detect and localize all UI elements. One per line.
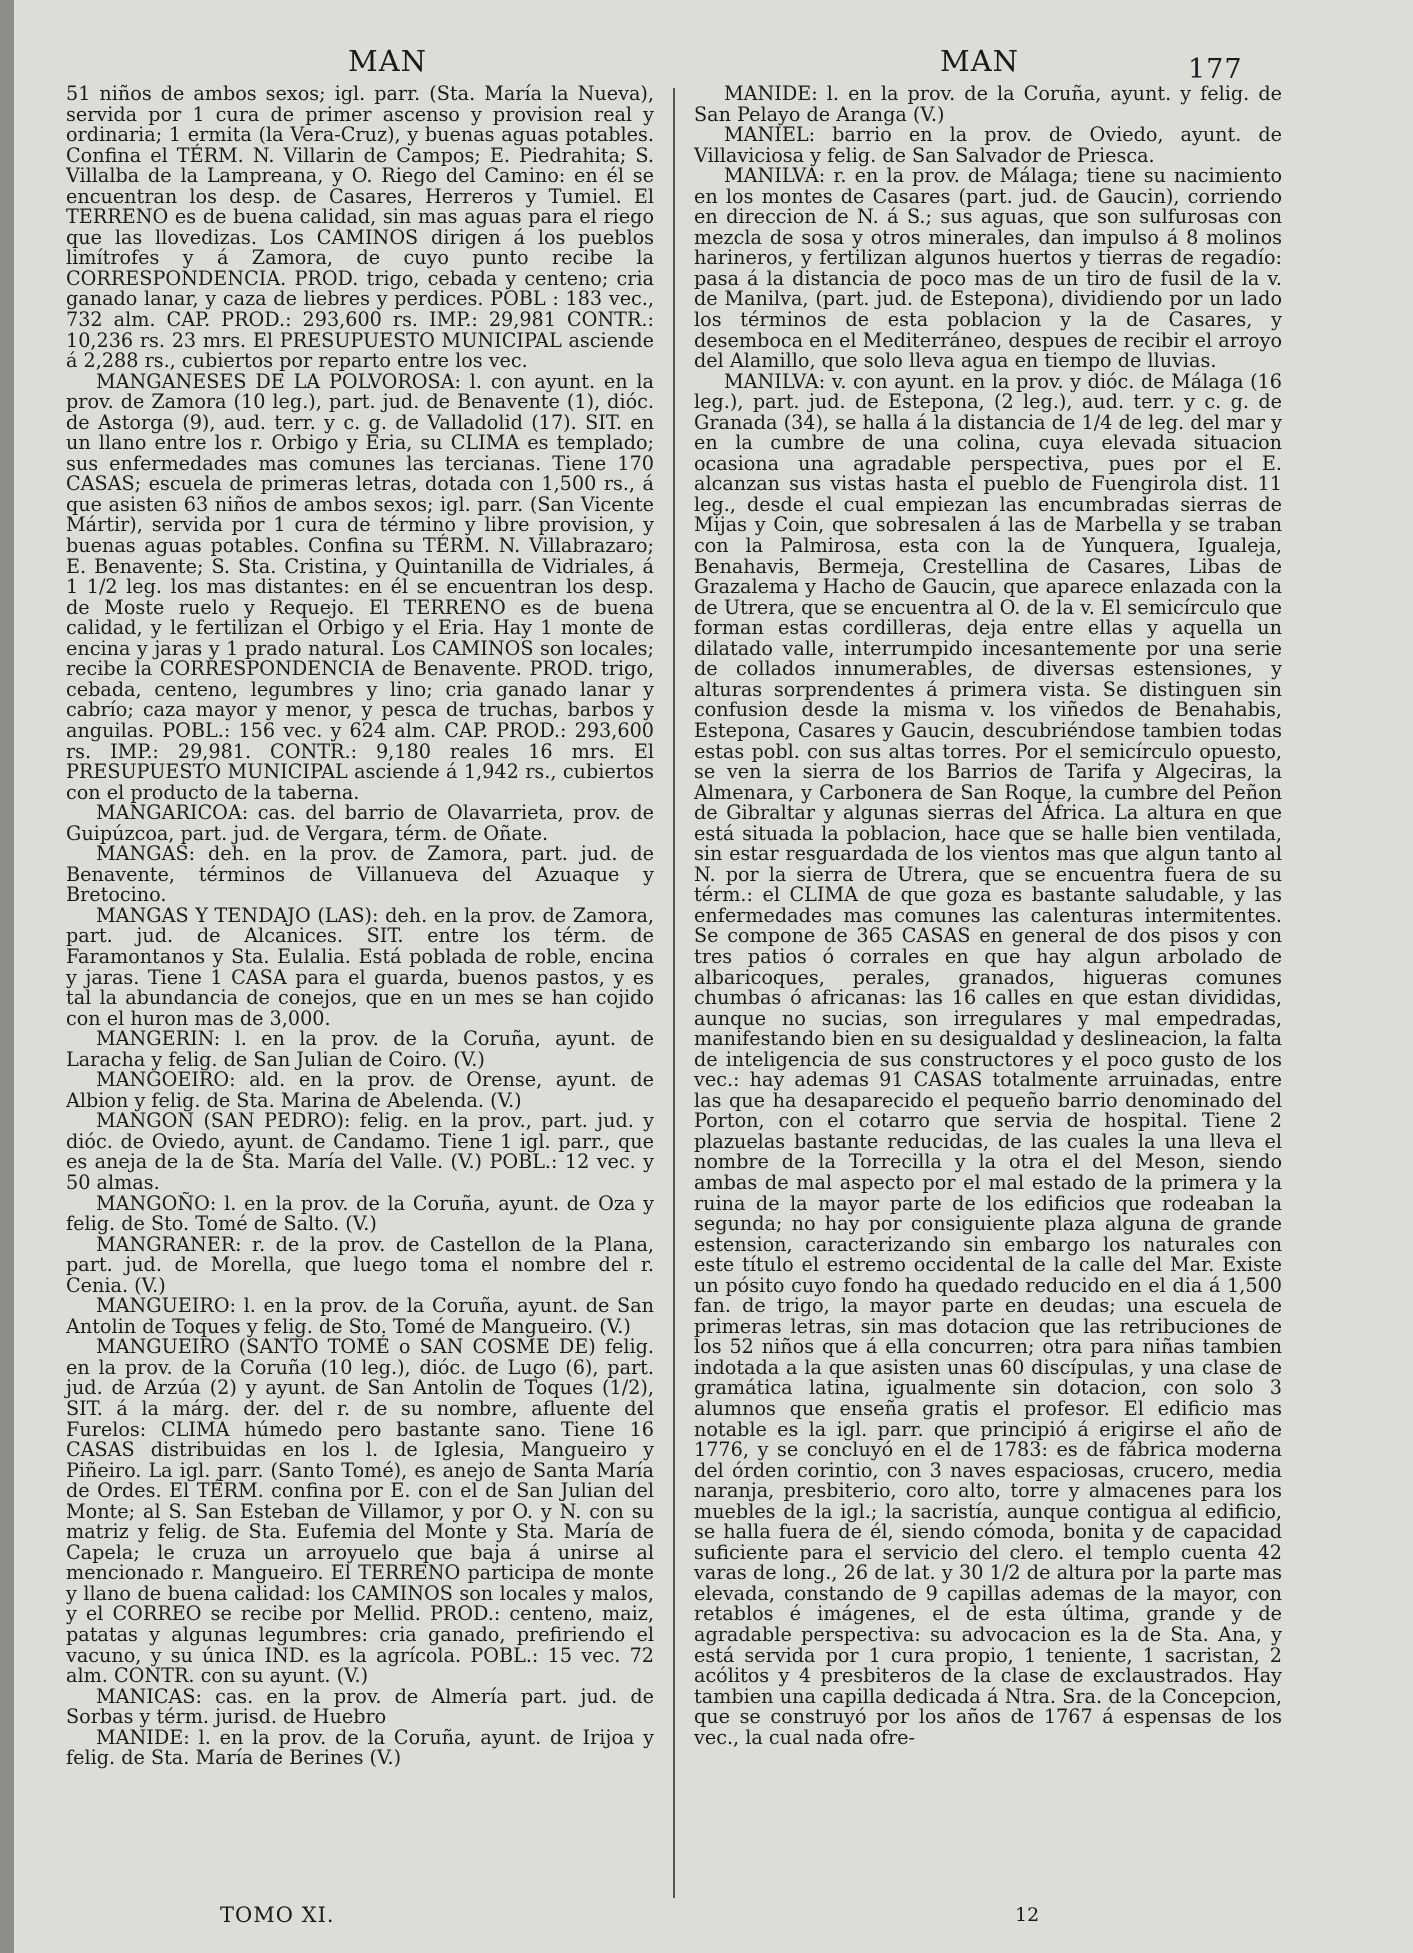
entry-mangon: MANGON (SAN PEDRO): felig. en la prov., part. jud. y dióc. de Oviedo, ayunt. de Candamo. Tiene 1 igl. parr., que es aneja de la de Sta. María del Valle. (V.) POBL.: 12 vec. y 50 almas. [66, 1109, 654, 1194]
entry-mangerin: MANGERIN: l. en la prov. de la Coruña, ayunt. de Laracha y felig. de San Julian de Coiro. (V.) [66, 1027, 654, 1071]
entry-mangueiro-l: MANGUEIRO: l. en la prov. de la Coruña, ayunt. de San Antolin de Toques y felig. de Sto. Tomé de Mangueiro. (V.) [66, 1294, 654, 1338]
entry-mangaricoa: MANGARICOA: cas. del barrio de Olavarrieta, prov. de Guipúzcoa, part. jud. de Vergara, térm. de Oñate. [66, 801, 654, 845]
entry-manilva-river: MANILVA: r. en la prov. de Málaga; tiene su nacimiento en los montes de Casares (part. jud. de Gaucin), corriendo en direccion de N. á S.; sus aguas, que son sulfurosas con mezcla de sosa y otros minerales, dan impulso á 8 molinos harineros, y fertilizan algunos huertos y tierras de regadío: pasa á la distancia de poco mas de un tiro de fusil de la v. de Manilva, (part. jud. de Estepona), dividiendo por un lado los términos de esta poblacion y la de Casares, y desemboca en el Mediterráneo, despues de recibir el arroyo del Alamillo, que solo lleva agua en tiempo de lluvias. [694, 164, 1282, 373]
column-rule [673, 88, 675, 1898]
scan-edge [0, 0, 14, 1953]
entry-mangono: MANGOÑO: l. en la prov. de la Coruña, ayunt. de Oza y felig. de Sto. Tomé de Salto. (V.) [66, 1191, 654, 1236]
entry-mangas-y-tendajo: MANGAS Y TENDAJO (LAS): deh. en la prov. de Zamora, part. jud. de Alcanices. SIT. entre los térm. de Faramontanos y Sta. Eulalia. Está poblada de roble, encina y jaras. Tiene 1 CASA para el guarda, buenos pastos, y es tal la abundancia de conejos, que en un mes se han cojido con el huron mas de 3,000. [66, 903, 654, 1030]
entry-maniel: MANIEL: barrio en la prov. de Oviedo, ayunt. de Villaviciosa y felig. de San Salvador de Priesca. [694, 123, 1282, 167]
entry-mangraner: MANGRANER: r. de la prov. de Castellon de la Plana, part. jud. de Morella, que luego toma el nombre del r. Cenia. (V.) [66, 1232, 654, 1297]
entry-mangoeiro: MANGOEIRO: ald. en la prov. de Orense, ayunt. de Albion y felig. de Sta. Marina de Abelenda. (V.) [66, 1068, 654, 1112]
signature-mark: 12 [1015, 1904, 1040, 1926]
page-number: 177 [1188, 54, 1243, 85]
left-column [66, 84, 654, 1769]
entry-mangueiro-felig: MANGUEIRO (SANTO TOMÉ o SAN COSME DE) felig. en la prov. de la Coruña (10 leg.), dióc. de Lugo (6), part. jud. de Arzúa (2) y ayunt. de San Antolin de Toques (1/2), SIT. á la márg. der. del r. de su nombre, afluente del Furelos: CLIMA húmedo pero bastante sano. Tiene 16 CASAS distribuidas en los l. de Iglesia, Mangueiro y Piñeiro. La igl. parr. (Santo Tomé), es anejo de Santa María de Ordes. El TÉRM. confina por E. con el de San Julian del Monte; al S. San Esteban de Villamor, y por O. y N. con su matriz y felig. de Sta. Eufemia del Monte y Sta. María de Capela; le cruza un arroyuelo que baja á unirse al mencionado r. Mangueiro. El TERRENO participa de monte y llano de buena calidad: los CAMINOS son locales y malos, y el CORREO se recibe por Mellid. PROD.: centeno, maiz, patatas y algunas legumbres: cria ganado, prefiriendo el vacuno, y su única IND. es la agrícola. POBL.: 15 vec. 72 alm. CONTR. con su ayunt. (V.) [66, 1335, 654, 1688]
entry-manide-irijoa: MANIDE: l. en la prov. de la Coruña, ayunt. de Irijoa y felig. de Sta. María de Berines (V.) [66, 1725, 654, 1770]
running-head-right: MAN [940, 44, 1020, 78]
entry-manicas: MANICAS: cas. en la prov. de Almería part. jud. de Sorbas y térm. jurisd. de Huebro [66, 1684, 654, 1729]
entry-manilva-town: MANILVA: v. con ayunt. en la prov. y dióc. de Málaga (16 leg.), part. jud. de Estepona, (2 leg.), aud. terr. y c. g. de Granada (34), se halla á la distancia de 1/4 de leg. del mar y en la cumbre de una colina, cuya elevada situacion ocasiona una agradable perspectiva, pues por el E. alcanzan sus vistas hasta el pueblo de Fuengirola dist. 11 leg., desde el cual empiezan las encumbradas sierras de Mijas y Coin, que sobresalen á las de Marbella y se traban con la Palmirosa, esta con la de Yunquera, Igualeja, Benahavis, Bermeja, Crestellina de Casares, Libas de Grazalema y Hacho de Gaucin, que aparece enlazada con la de Utrera, que se encuentra al O. de la v. El semicírculo que forman estas cordilleras, deja entre ellas y aquella un dilatado valle, interrumpido incesantemente por una serie de collados innumerables, de diversas estensiones, y alturas sorprendentes á primera vista. Se distinguen sin confusion desde la misma v. los viñedos de Benahabis, Estepona, Casares y Gaucin, descubriéndose tambien todas estas pobl. con sus altas torres. Por el semicírculo opuesto, se ven la sierra de los Barrios de Tarifa y Algeciras, la Almenara, y Carbonera de San Roque, la cumbre del Peñon de Gibraltar y algunas sierras del África. La altura en que está situada la poblacion, hace que se halle bien ventilada, sin estar resguardada de los vientos mas que algun tanto al N. por la sierra de Utrera, que se encuentra fuera de su térm.: el CLIMA de que goza es bastante saludable, y las enfermedades mas comunes las calenturas intermitentes. Se compone de 365 CASAS en general de dos pisos y con tres patios ó corrales en que hay algun arbolado de albaricoques, perales, granados, higueras comunes chumbas ó africanas: las 16 calles en que estan divididas, aunque no sucias, son irregulares y mal empedradas, manifestando bien en su desigualdad y deslineacion, la falta de inteligencia de sus constructores y el poco gusto de los vec.: hay ademas 91 CASAS totalmente arruinadas, entre las que ha desaparecido el pequeño barrio denominado del Porton, con el cotarro que servia de hospital. Tiene 2 plazuelas bastante reducidas, de las cuales la una lleva el nombre de la Torrecilla y la otra el del Meson, siendo ambas de mal aspecto por el mal estado de la primera y la ruina de la mayor parte de los edificios que rodeaban la segunda; no hay por consiguiente plaza alguna de grande estension, caracterizando sin embargo los naturales con este título el estremo occidental de la calle del Mar. Existe un pósito cuyo fondo ha quedado reducido en el dia á 1,500 fan. de trigo, la mayor parte en deudas; una escuela de primeras letras, sin mas dotacion que las retribuciones de los 52 niños que á ella concurren; otra para niñas tambien indotada a la que asisten unas 60 discípulas, y una clase de gramática latina, igualmente sin dotacion, con solo 3 alumnos que enseña gratis el profesor. El edificio mas notable es la igl. parr. que principió á erigirse el año de 1776, y se concluyó en el de 1783: es de fábrica moderna del órden corintio, con 3 naves espaciosas, crucero, media naranja, presbiterio, coro alto, torre y almacenes para los muebles de la igl.; la sacristía, aunque contigua al edificio, se halla fuera de él, siendo cómoda, bonita y de capacidad suficiente para el servicio del clero. el templo cuenta 42 varas de long., 26 de lat. y 30 1/2 de altura por la parte mas elevada, constando de 9 capillas ademas de la mayor, con retablos é imágenes, el de esta última, grande y de agradable perspectiva: su advocacion es la de Sta. Ana, y está servida por 1 cura propio, 1 teniente, 1 sacristan, 2 acólitos y 4 presbiteros de la clase de exclaustrados. Hay tambien una capilla dedicada á Ntra. Sra. de la Concepcion, que se construyó por los años de 1767 á espensas de los vec., la cual nada ofre- [694, 369, 1282, 1749]
running-head-left: MAN [348, 44, 428, 78]
entry-continuation: 51 niños de ambos sexos; igl. parr. (Sta. María la Nueva), servida por 1 cura de primer ascenso y provision real y ordinaria; 1 ermita (la Vera-Cruz), y buenas aguas potables. Confina el TÉRM. N. Villarin de Campos; E. Piedrahita; S. Villalba de la Lampreana, y O. Riego del Camino: en él se encuentran los desp. de Casares, Herreros y Tumiel. El TERRENO es de buena calidad, sin mas aguas para el riego que las llovedizas. Los CAMINOS dirigen á los pueblos limítrofes y á Zamora, de cuyo punto recibe la CORRESPONDENCIA. PROD. trigo, cebada y centeno; cria ganado lanar, y caza de liebres y perdices. POBL : 183 vec., 732 alm. CAP. PROD.: 293,600 rs. IMP.: 29,981 CONTR.: 10,236 rs. 23 mrs. El PRESUPUESTO MUNICIPAL asciende á 2,288 rs., cubiertos por reparto entre los vec. [66, 82, 654, 373]
volume-label: TOMO XI. [220, 1903, 335, 1927]
entry-manganeses: MANGANESES DE LA POLVOROSA: l. con ayunt. en la prov. de Zamora (10 leg.), part. jud. de Benavente (1), dióc. de Astorga (9), aud. terr. y c. g. de Valladolid (17). SIT. en un llano entre los r. Orbigo y Eria, su CLIMA es templado; sus enfermedades mas comunes las tercianas. Tiene 170 CASAS; escuela de primeras letras, dotada con 1,500 rs., á que asisten 63 niños de ambos sexos; igl. parr. (San Vicente Mártir), servida por 1 cura de término y libre provision, y buenas aguas potables. Confina su TÉRM. N. Villabrazaro; E. Benavente; S. Sta. Cristina, y Quintanilla de Vidriales, á 1 1/2 leg. los mas distantes: en él se encuentran los desp. de Moste ruelo y Requejo. El TERRENO es de buena calidad, y le fertilizan el Orbigo y el Eria. Hay 1 monte de encina y jaras y 1 prado natural. Los CAMINOS son locales; recibe la CORRESPONDENCIA de Benavente. PROD. trigo, cebada, centeno, legumbres y lino; cria ganado lanar y cabrío; caza mayor y menor, y pesca de truchas, barbos y anguilas. POBL.: 156 vec. y 624 alm. CAP. PROD.: 293,600 rs. IMP.: 29,981. CONTR.: 9,180 reales 16 mrs. El PRESUPUESTO MUNICIPAL asciende á 1,942 rs., cubiertos con el producto de la taberna. [66, 369, 654, 804]
right-column [694, 84, 1282, 1748]
entry-mangas: MANGAS: deh. en la prov. de Zamora, part. jud. de Benavente, términos de Villanueva del Azuaque y Bretocino. [66, 842, 654, 907]
entry-manide-aranga: MANIDE: l. en la prov. de la Coruña, ayunt. y felig. de San Pelayo de Aranga (V.) [694, 82, 1282, 126]
